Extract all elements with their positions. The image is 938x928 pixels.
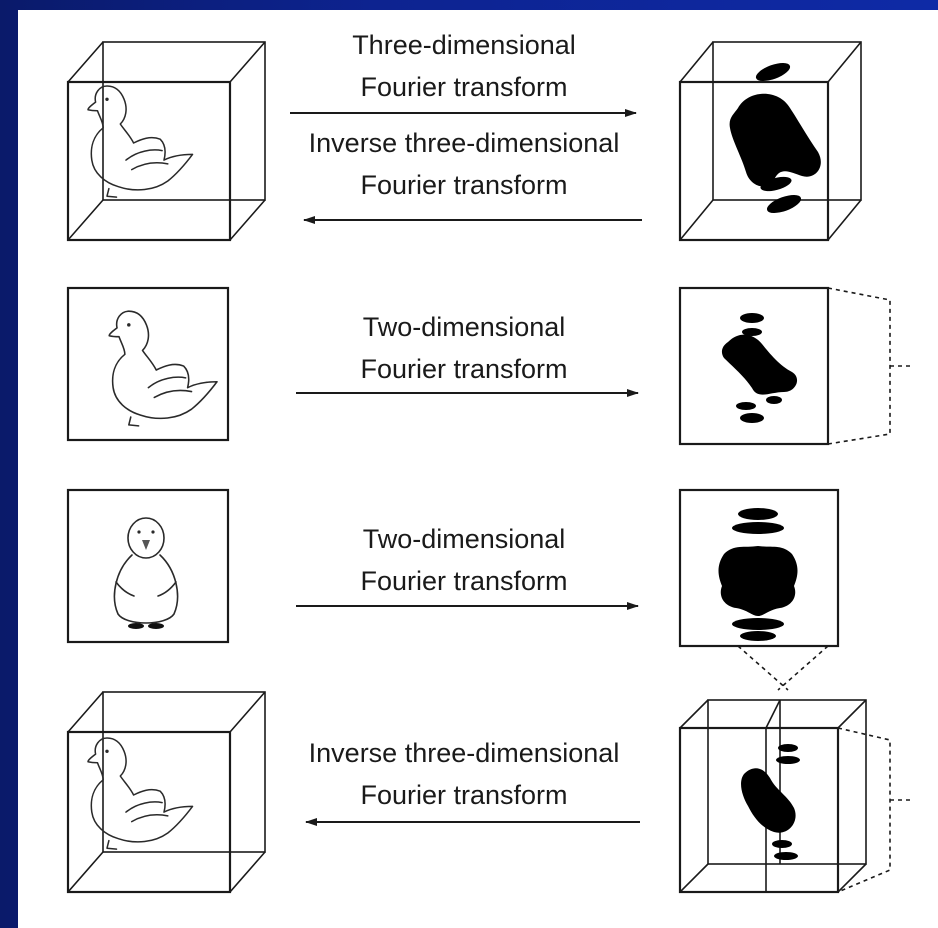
forward-label-line-1: Two-dimensional — [362, 312, 566, 342]
inverse-label-line-2: Fourier transform — [360, 170, 568, 200]
duck-side-image — [109, 311, 217, 426]
slice-bracket-side — [828, 288, 890, 444]
ft-pattern-front — [680, 490, 838, 646]
forward-label-line-1: Two-dimensional — [362, 524, 566, 554]
duck-front-frame — [68, 490, 228, 642]
forward-label-line-2: Fourier transform — [360, 566, 568, 596]
right-cube-ft-3d — [680, 42, 861, 240]
row-4 — [68, 692, 914, 892]
row-3 — [68, 490, 838, 690]
duck-front-image — [114, 518, 177, 629]
slice-bracket-assembled — [838, 728, 890, 892]
fourier-transform-diagram — [18, 10, 938, 928]
forward-label-line-1: Three-dimensional — [352, 30, 576, 60]
row-1 — [68, 30, 861, 240]
row-2 — [68, 288, 914, 444]
forward-label-line-2: Fourier transform — [360, 72, 568, 102]
ft-pattern-side — [680, 288, 828, 444]
left-cube-duck-3d — [68, 42, 265, 240]
inverse-label-line-1: Inverse three-dimensional — [308, 128, 620, 158]
forward-label-line-2: Fourier transform — [360, 354, 568, 384]
left-cube-duck-reconstructed — [68, 692, 265, 892]
inverse-label-line-1: Inverse three-dimensional — [308, 738, 620, 768]
diagram-panel — [18, 10, 938, 928]
inverse-label-line-2: Fourier transform — [360, 780, 568, 810]
